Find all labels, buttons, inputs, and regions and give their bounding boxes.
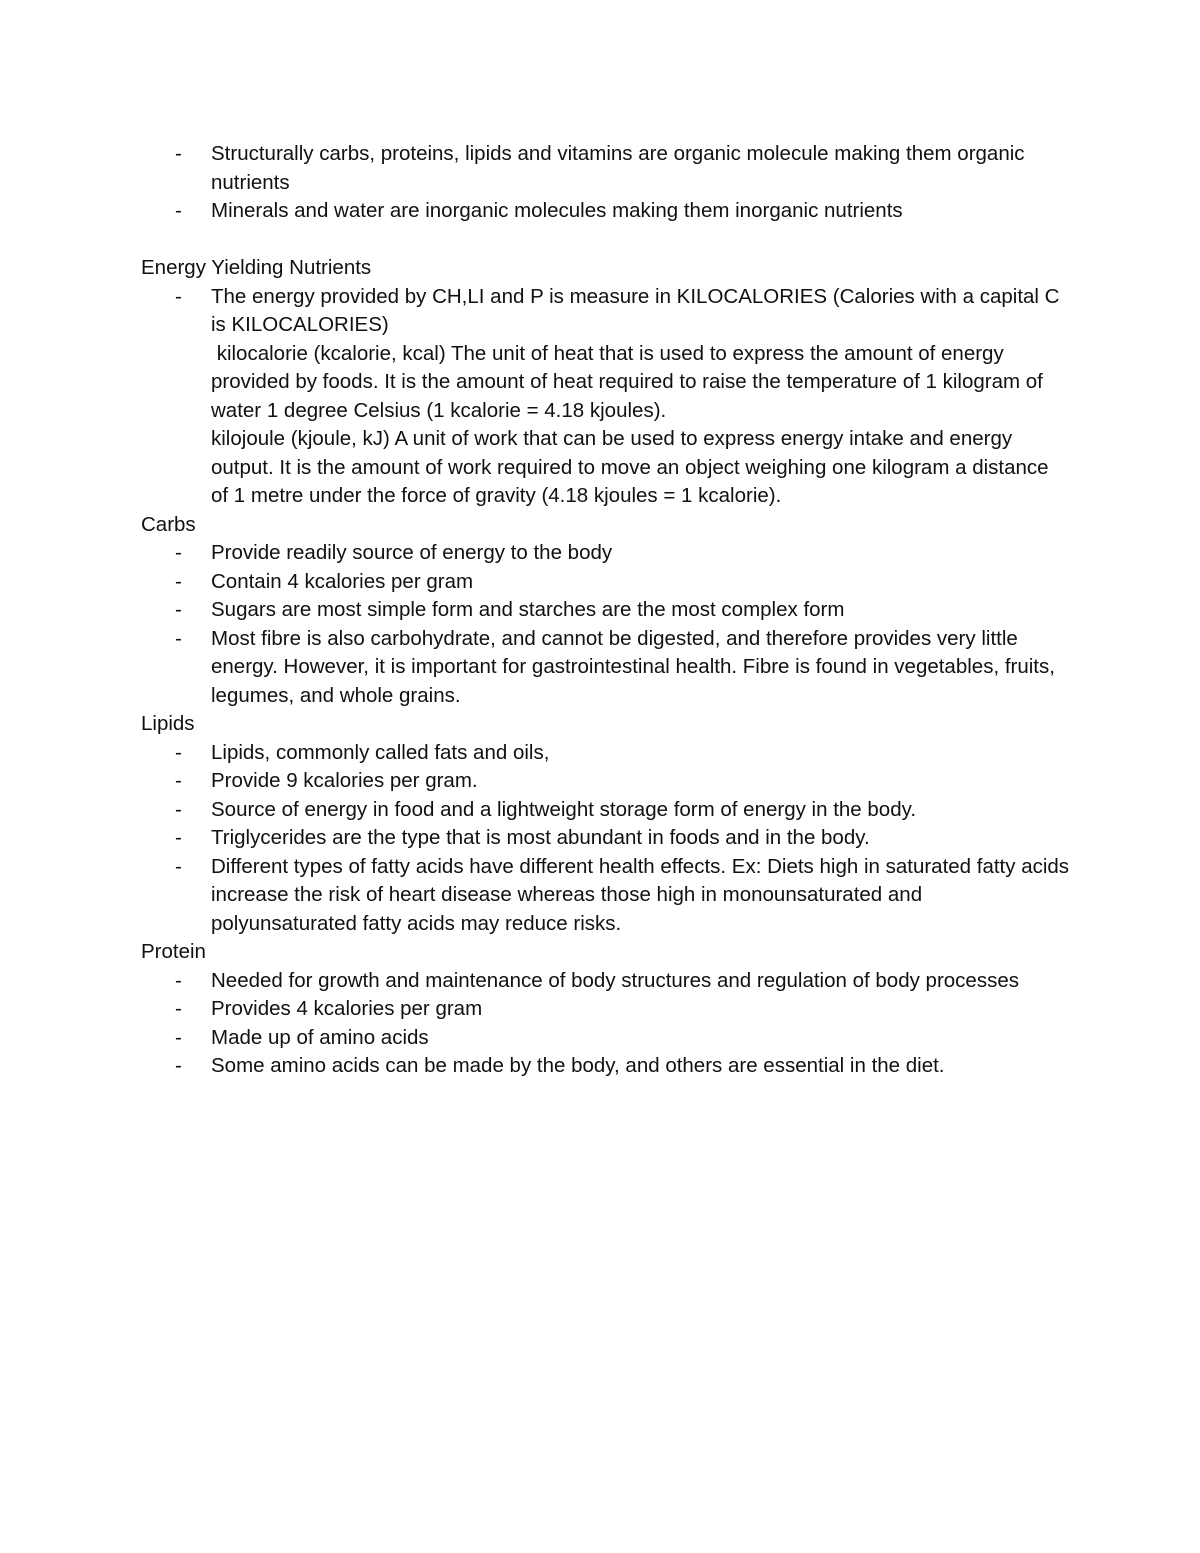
carbs-heading: Carbs [141, 512, 196, 536]
list-item [141, 140, 1071, 197]
bullet-dash: - [175, 569, 182, 593]
list-item [141, 824, 1071, 853]
list-item [141, 625, 1071, 711]
carbs-list [141, 539, 1071, 710]
list-item [141, 568, 1071, 597]
bullet-dash: - [175, 199, 182, 222]
kilocalorie-text: kilocalorie (kcalorie, kcal) The unit of heat that is used to express the amount of energy provided by foods. It is the amount of heat required to raise the temperature of 1 kilogram of water 1 degree Celsius (1 kcalorie = 4.18 kjoules). [211, 341, 1043, 422]
list-item [141, 739, 1071, 768]
bullet-dash: - [175, 854, 182, 878]
list-item [141, 283, 1071, 340]
bullet-dash: - [175, 541, 182, 564]
document-page [141, 140, 1071, 1081]
list-item [141, 596, 1071, 625]
item-text: Provide 9 kcalories per gram. [211, 769, 478, 792]
list-item [141, 767, 1071, 796]
item-text: Made up of amino acids [211, 1025, 429, 1049]
list-item [141, 995, 1071, 1024]
intro-list [141, 140, 1071, 226]
bullet-dash: - [175, 284, 182, 308]
list-item [141, 1052, 1071, 1081]
item-text: Needed for growth and maintenance of body structures and regulation of body processes [211, 968, 1019, 992]
list-item [141, 197, 1071, 226]
bullet-dash: - [175, 1025, 182, 1049]
item-text: Contain 4 kcalories per gram [211, 569, 474, 593]
item-text: Triglycerides are the type that is most abundant in foods and in the body. [211, 826, 870, 849]
bullet-dash: - [175, 1054, 182, 1077]
list-item [141, 853, 1071, 939]
list-item [141, 1024, 1071, 1053]
list-item [141, 967, 1071, 996]
item-text: Provides 4 kcalories per gram [211, 997, 483, 1020]
item-text: Different types of fatty acids have different health effects. Ex: Diets high in saturated fatty acids increase the risk of heart disease whereas those high in monounsaturated and polyunsaturated fatty acids may reduce risks. [211, 854, 1070, 935]
list-item [141, 796, 1071, 825]
bullet-dash: - [175, 142, 182, 165]
item-text: Minerals and water are inorganic molecules making them inorganic nutrients [211, 199, 903, 222]
kilocalorie-definition [141, 340, 1071, 426]
protein-heading: Protein [141, 940, 206, 963]
bullet-dash: - [175, 740, 182, 764]
item-text: Sugars are most simple form and starches are the most complex form [211, 598, 845, 621]
bullet-dash: - [175, 626, 182, 650]
bullet-dash: - [175, 997, 182, 1020]
energy-heading: Energy Yielding Nutrients [141, 256, 372, 279]
bullet-dash: - [175, 598, 182, 621]
kilojoule-definition: kilojoule (kjoule, kJ) A unit of work that can be used to express energy intake and energy output. It is the amount of work required to move an object weighing one kilogram a distance of 1 metre under the force of gravity (4.18 kjoules = 1 kcalorie). [211, 427, 1049, 507]
item-text: Most fibre is also carbohydrate, and cannot be digested, and therefore provides very little energy. However, it is important for gastrointestinal health. Fibre is found in vegetables, fruits, legumes, and whole grains. [211, 626, 1055, 707]
item-text: Source of energy in food and a lightweight storage form of energy in the body. [211, 797, 917, 821]
blank-line [141, 226, 1071, 255]
item-text: The energy provided by CH,LI and P is measure in KILOCALORIES (Calories with a capital C is KILOCALORIES) [211, 284, 1060, 336]
bullet-dash: - [175, 968, 182, 992]
item-text: Lipids, commonly called fats and oils, [211, 740, 550, 764]
item-text: Provide readily source of energy to the body [211, 541, 613, 564]
bullet-dash: - [175, 769, 182, 792]
item-text: Some amino acids can be made by the body, and others are essential in the diet. [211, 1054, 945, 1077]
energy-list [141, 283, 1071, 340]
item-text: Structurally carbs, proteins, lipids and vitamins are organic molecule making them organic nutrients [211, 142, 1025, 194]
lipids-list [141, 739, 1071, 939]
protein-list [141, 967, 1071, 1081]
list-item [141, 539, 1071, 568]
lipids-heading: Lipids [141, 712, 195, 735]
bullet-dash: - [175, 826, 182, 849]
bullet-dash: - [175, 797, 182, 821]
